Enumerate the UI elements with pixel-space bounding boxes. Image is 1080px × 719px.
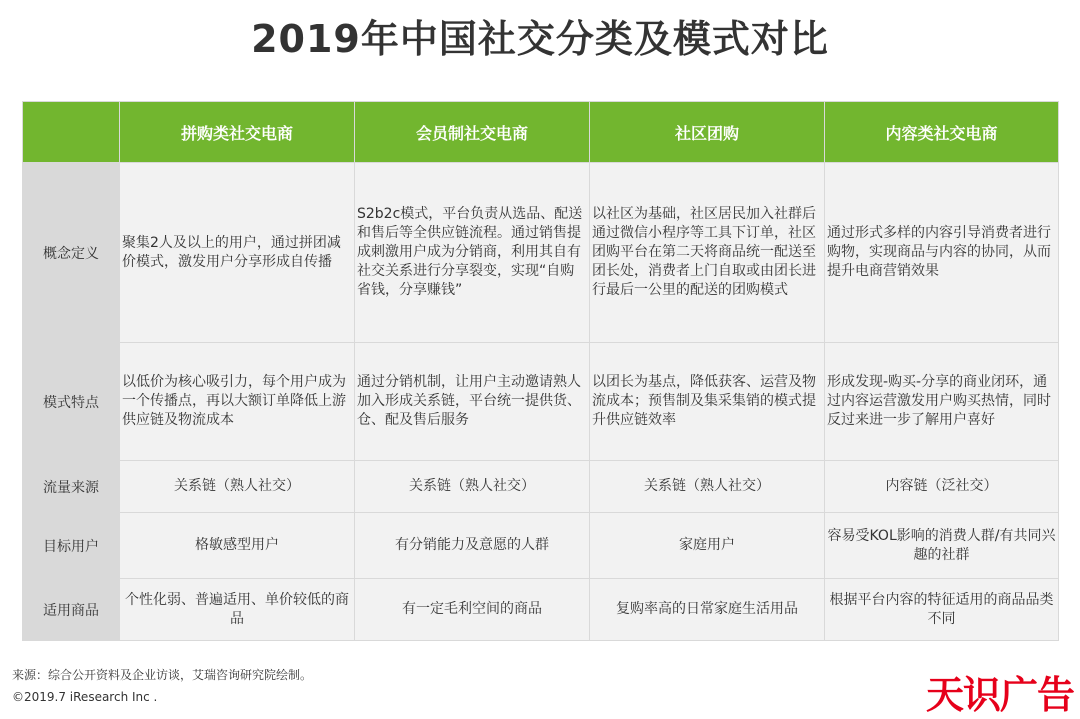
row-label: 流量来源 <box>23 461 120 513</box>
table-cell: 通过分销机制，让用户主动邀请熟人加入形成关系链，平台统一提供货、仓、配及售后服务 <box>355 343 590 461</box>
row-label: 目标用户 <box>23 513 120 579</box>
column-header: 内容类社交电商 <box>825 102 1059 163</box>
table-cell: 以低价为核心吸引力，每个用户成为一个传播点，再以大额订单降低上游供应链及物流成本 <box>120 343 355 461</box>
column-header: 拼购类社交电商 <box>120 102 355 163</box>
table-cell: 以社区为基础，社区居民加入社群后通过微信小程序等工具下订单，社区团购平台在第二天将商品统一配送至团长处，消费者上门自取或由团长进行最后一公里的配送的团购模式 <box>590 163 825 343</box>
table-cell: 有分销能力及意愿的人群 <box>355 513 590 579</box>
row-label: 概念定义 <box>23 163 120 343</box>
row-label: 适用商品 <box>23 579 120 641</box>
copyright-note: ©2019.7 iResearch Inc . <box>12 690 158 704</box>
table-cell: 根据平台内容的特征适用的商品品类不同 <box>825 579 1059 641</box>
page-title: 2019年中国社交分类及模式对比 <box>251 17 829 61</box>
header-corner-cell <box>23 102 120 163</box>
table-cell: 有一定毛利空间的商品 <box>355 579 590 641</box>
table-row <box>23 461 1059 513</box>
watermark-logo: 天识广告 <box>925 673 1074 717</box>
table-cell: 容易受KOL影响的消费人群/有共同兴趣的社群 <box>825 513 1059 579</box>
table-row <box>23 513 1059 579</box>
table-cell: 复购率高的日常家庭生活用品 <box>590 579 825 641</box>
table-row <box>23 163 1059 343</box>
table-cell: 形成发现-购买-分享的商业闭环，通过内容运营激发用户购买热情，同时反过来进一步了解用户喜好 <box>825 343 1059 461</box>
table-cell: 关系链（熟人社交） <box>120 461 355 513</box>
table-cell: 关系链（熟人社交） <box>355 461 590 513</box>
table-cell: 格敏感型用户 <box>120 513 355 579</box>
column-header: 会员制社交电商 <box>355 102 590 163</box>
table-cell: 以团长为基点，降低获客、运营及物流成本；预售制及集采集销的模式提升供应链效率 <box>590 343 825 461</box>
row-label: 模式特点 <box>23 343 120 461</box>
table-row <box>23 343 1059 461</box>
table-cell: 内容链（泛社交） <box>825 461 1059 513</box>
comparison-table <box>22 101 1059 641</box>
table-cell: 个性化弱、普遍适用、单价较低的商品 <box>120 579 355 641</box>
table-cell: 通过形式多样的内容引导消费者进行购物，实现商品与内容的协同，从而提升电商营销效果 <box>825 163 1059 343</box>
table-cell: S2b2c模式，平台负责从选品、配送和售后等全供应链流程。通过销售提成刺激用户成为分销商，利用其自有社交关系进行分享裂变，实现“自购省钱，分享赚钱” <box>355 163 590 343</box>
column-header: 社区团购 <box>590 102 825 163</box>
table-cell: 家庭用户 <box>590 513 825 579</box>
source-note: 来源：综合公开资料及企业访谈，艾瑞咨询研究院绘制。 <box>12 668 313 682</box>
table-row <box>23 579 1059 641</box>
table-cell: 聚集2人及以上的用户，通过拼团减价模式，激发用户分享形成自传播 <box>120 163 355 343</box>
table-cell: 关系链（熟人社交） <box>590 461 825 513</box>
table-header-row <box>23 102 1059 163</box>
